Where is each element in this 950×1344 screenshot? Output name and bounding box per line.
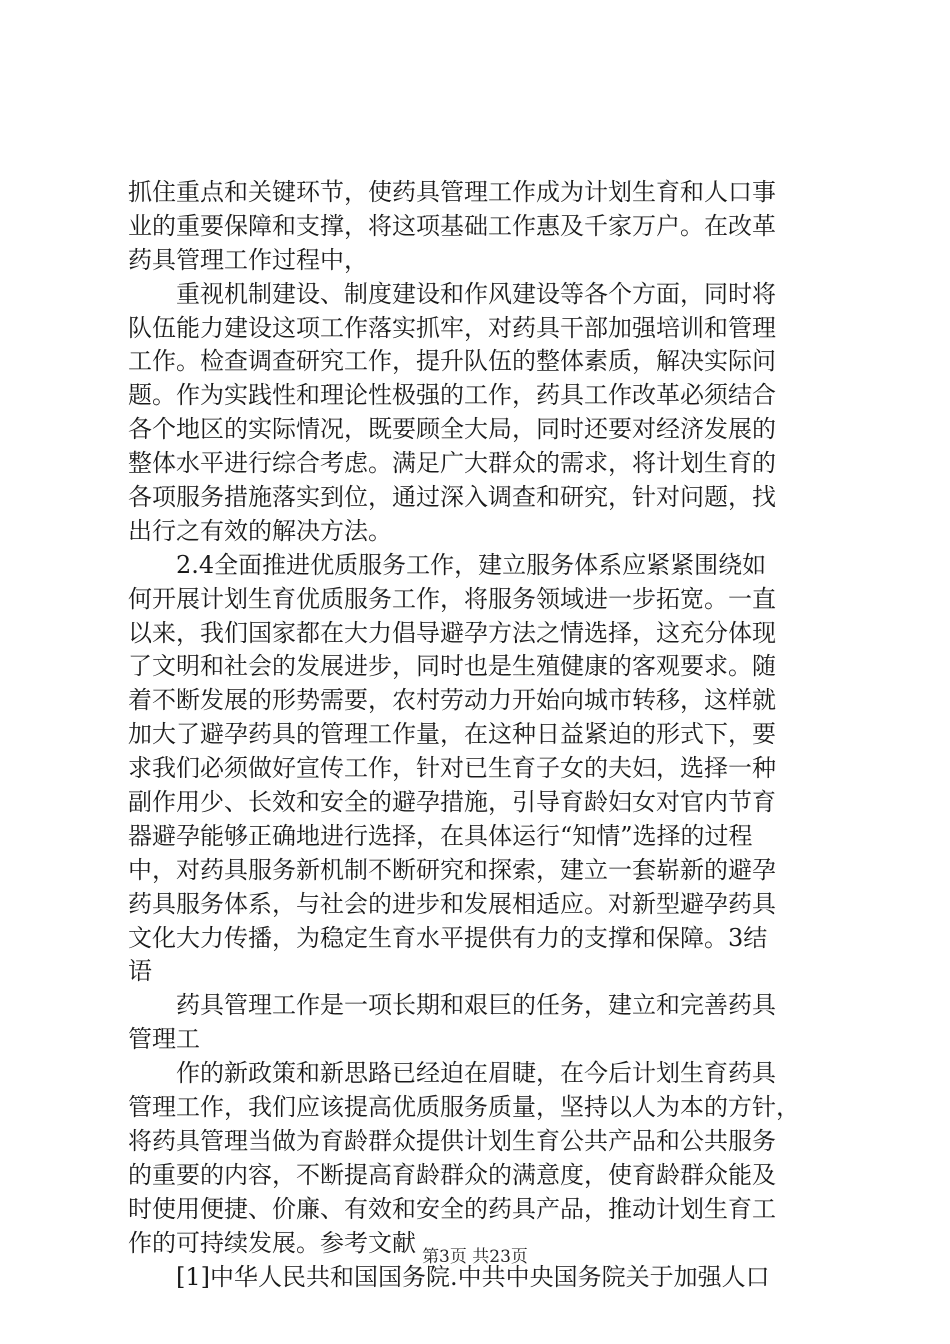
text-line: 药具管理工作是一项长期和艰巨的任务，建立和完善药具 xyxy=(128,991,776,1020)
text-line: 时使用便捷、价廉、有效和安全的药具产品，推动计划生育工 xyxy=(128,1194,776,1223)
text-line: 队伍能力建设这项工作落实抓牢，对药具干部加强培训和管理 xyxy=(128,313,776,342)
text-line: 整体水平进行综合考虑。满足广大群众的需求，将计划生育的 xyxy=(128,449,776,478)
text-line: 管理工 xyxy=(128,1025,200,1054)
text-line: 各项服务措施落实到位，通过深入调查和研究，针对问题，找 xyxy=(128,483,776,512)
text-line: 工作。检查调查研究工作，提升队伍的整体素质，解决实际问 xyxy=(128,347,776,376)
page-footer: 第3页 共23页 xyxy=(422,1247,528,1267)
text-line: 何开展计划生育优质服务工作，将服务领域进一步拓宽。一直 xyxy=(128,584,776,613)
text-line: 将药具管理当做为育龄群众提供计划生育公共产品和公共服务 xyxy=(128,1126,776,1155)
text-line: 了文明和社会的发展进步，同时也是生殖健康的客观要求。随 xyxy=(128,652,776,681)
text-line: 作的可持续发展。参考文献 xyxy=(128,1228,416,1257)
text-line: 加大了避孕药具的管理工作量，在这种日益紧迫的形式下，要 xyxy=(128,720,776,749)
text-line: 药具管理工作过程中， xyxy=(128,245,368,274)
text-line: 题。作为实践性和理论性极强的工作，药具工作改革必须结合 xyxy=(128,381,776,410)
text-line: 语 xyxy=(128,957,152,986)
text-line: [1]中华人民共和国国务院.中共中央国务院关于加强人口 xyxy=(128,1262,770,1291)
text-line: 求我们必须做好宣传工作，针对已生育子女的夫妇，选择一种 xyxy=(128,754,776,783)
text-line: 抓住重点和关键环节，使药具管理工作成为计划生育和人口事 xyxy=(128,178,776,206)
text-line: 文化大力传播，为稳定生育水平提供有力的支撑和保障。3结 xyxy=(128,923,768,952)
body-text xyxy=(128,176,832,1294)
text-line: 的重要的内容，不断提高育龄群众的满意度，使育龄群众能及 xyxy=(128,1160,776,1189)
text-line: 重视机制建设、制度建设和作风建设等各个方面，同时将 xyxy=(128,279,776,308)
text-line: 出行之有效的解决方法。 xyxy=(128,516,392,545)
text-line: 业的重要保障和支撑，将这项基础工作惠及千家万户。在改革 xyxy=(128,211,776,240)
text-line: 以来，我们国家都在大力倡导避孕方法之情选择，这充分体现 xyxy=(128,618,776,647)
text-line: 副作用少、长效和安全的避孕措施，引导育龄妇女对官内节育 xyxy=(128,788,776,817)
text-line: 各个地区的实际情况，既要顾全大局，同时还要对经济发展的 xyxy=(128,415,776,444)
text-line: 药具服务体系，与社会的进步和发展相适应。对新型避孕药具 xyxy=(128,889,776,918)
text-line: 中，对药具服务新机制不断研究和探索，建立一套崭新的避孕 xyxy=(128,855,776,884)
text-line: 管理工作，我们应该提高优质服务质量，坚持以人为本的方针， xyxy=(128,1093,800,1122)
text-line: 着不断发展的形势需要，农村劳动力开始向城市转移，这样就 xyxy=(128,686,776,715)
text-line: 器避孕能够正确地进行选择，在具体运行“知情”选择的过程 xyxy=(128,821,753,850)
text-line: 作的新政策和新思路已经迫在眉睫，在今后计划生育药具 xyxy=(128,1059,776,1088)
text-line: 2.4全面推进优质服务工作，建立服务体系应紧紧围绕如 xyxy=(128,550,767,579)
